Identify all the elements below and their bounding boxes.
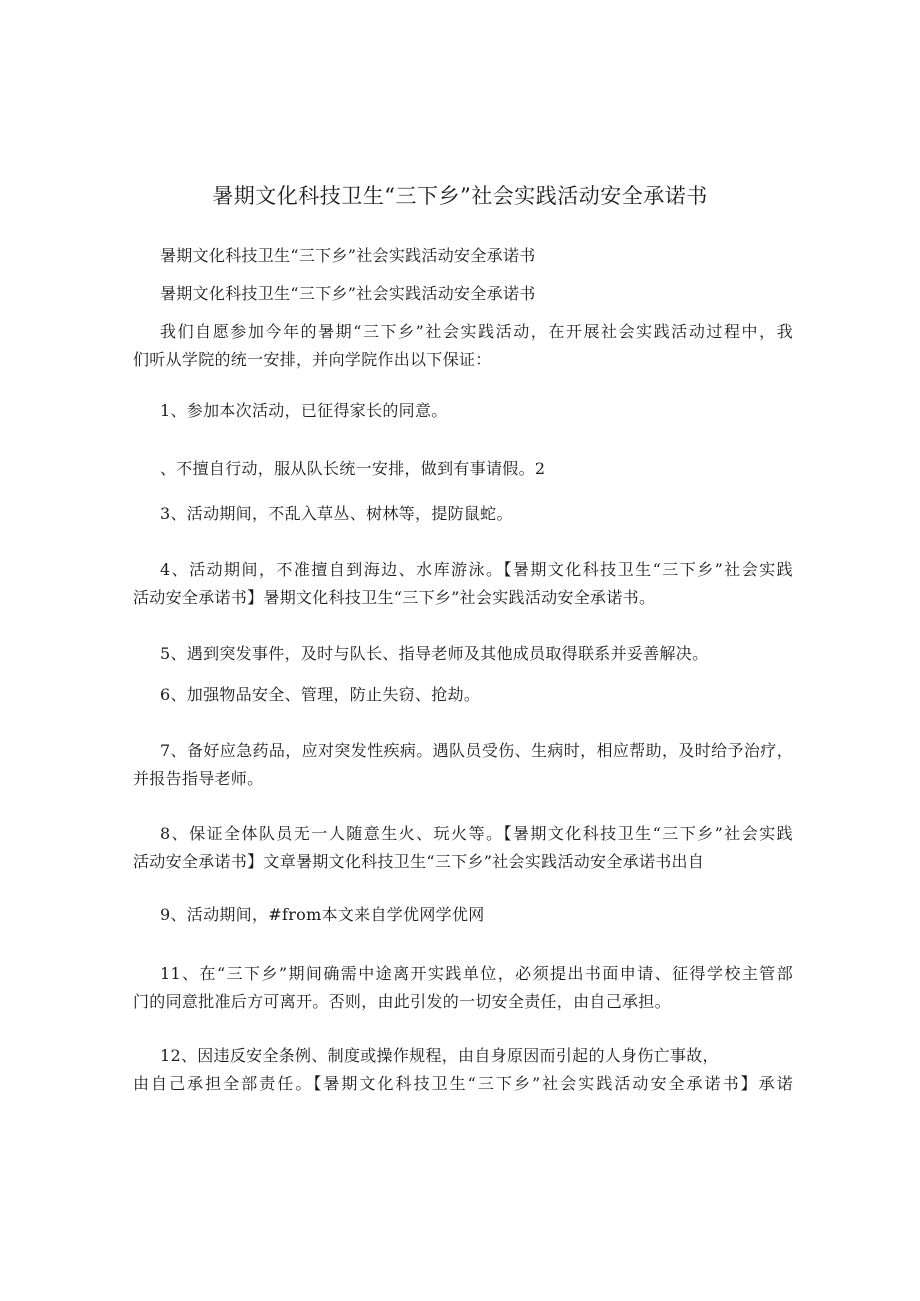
item-7-line-1: 7、备好应急药品，应对突发性疾病。遇队员受伤、生病时，相应帮助，及时给予治疗， bbox=[160, 741, 793, 760]
item-11-paragraph bbox=[133, 960, 793, 1016]
item-7-paragraph bbox=[133, 737, 793, 793]
intro-line-1: 我们自愿参加今年的暑期“三下乡”社会实践活动，在开展社会实践活动过程中，我 bbox=[160, 322, 793, 341]
item-8-line-2: 活动安全承诺书】文章暑期文化科技卫生“三下乡”社会实践活动安全承诺书出自 bbox=[133, 852, 705, 871]
item-4-line-1: 4、活动期间，不准擅自到海边、水库游泳。【暑期文化科技卫生“三下乡”社会实践 bbox=[160, 560, 793, 579]
item-8-line-1: 8、保证全体队员无一人随意生火、玩火等。【暑期文化科技卫生“三下乡”社会实践 bbox=[160, 824, 793, 843]
item-4-line-2: 活动安全承诺书】暑期文化科技卫生“三下乡”社会实践活动安全承诺书。 bbox=[133, 588, 656, 607]
item-1: 1、参加本次活动，已征得家长的同意。 bbox=[160, 401, 448, 420]
item-7-line-2: 并报告指导老师。 bbox=[133, 769, 264, 788]
item-6: 6、加强物品安全、管理，防止失窃、抢劫。 bbox=[160, 685, 481, 704]
item-4-paragraph bbox=[133, 556, 793, 612]
item-3: 3、活动期间，不乱入草丛、树林等，提防鼠蛇。 bbox=[160, 504, 513, 523]
item-12-line-2: 由自己承担全部责任。【暑期文化科技卫生“三下乡”社会实践活动安全承诺书】承诺 bbox=[133, 1074, 793, 1093]
document-title: 暑期文化科技卫生“三下乡”社会实践活动安全承诺书 bbox=[212, 184, 708, 208]
item-8-paragraph bbox=[133, 820, 793, 876]
item-9: 9、活动期间，#from本文来自学优网学优网 bbox=[160, 905, 485, 924]
subtitle-line-1: 暑期文化科技卫生“三下乡”社会实践活动安全承诺书 bbox=[160, 246, 536, 265]
item-11-line-2: 门的同意批准后方可离开。否则，由此引发的一切安全责任，由自己承担。 bbox=[133, 992, 671, 1011]
intro-paragraph bbox=[133, 318, 793, 374]
item-5: 5、遇到突发事件，及时与队长、指导老师及其他成员取得联系并妥善解决。 bbox=[160, 644, 709, 663]
intro-line-2: 们听从学院的统一安排，并向学院作出以下保证： bbox=[133, 350, 492, 369]
subtitle-line-2: 暑期文化科技卫生“三下乡”社会实践活动安全承诺书 bbox=[160, 284, 536, 303]
item-11-line-1: 11、在“三下乡”期间确需中途离开实践单位，必须提出书面申请、征得学校主管部 bbox=[160, 964, 793, 983]
item-2: 、不擅自行动，服从队长统一安排，做到有事请假。2 bbox=[160, 459, 546, 478]
item-12-paragraph bbox=[133, 1042, 793, 1098]
item-12-line-1: 12、因违反安全条例、制度或操作规程，由自身原因而引起的人身伤亡事故， bbox=[160, 1046, 719, 1065]
